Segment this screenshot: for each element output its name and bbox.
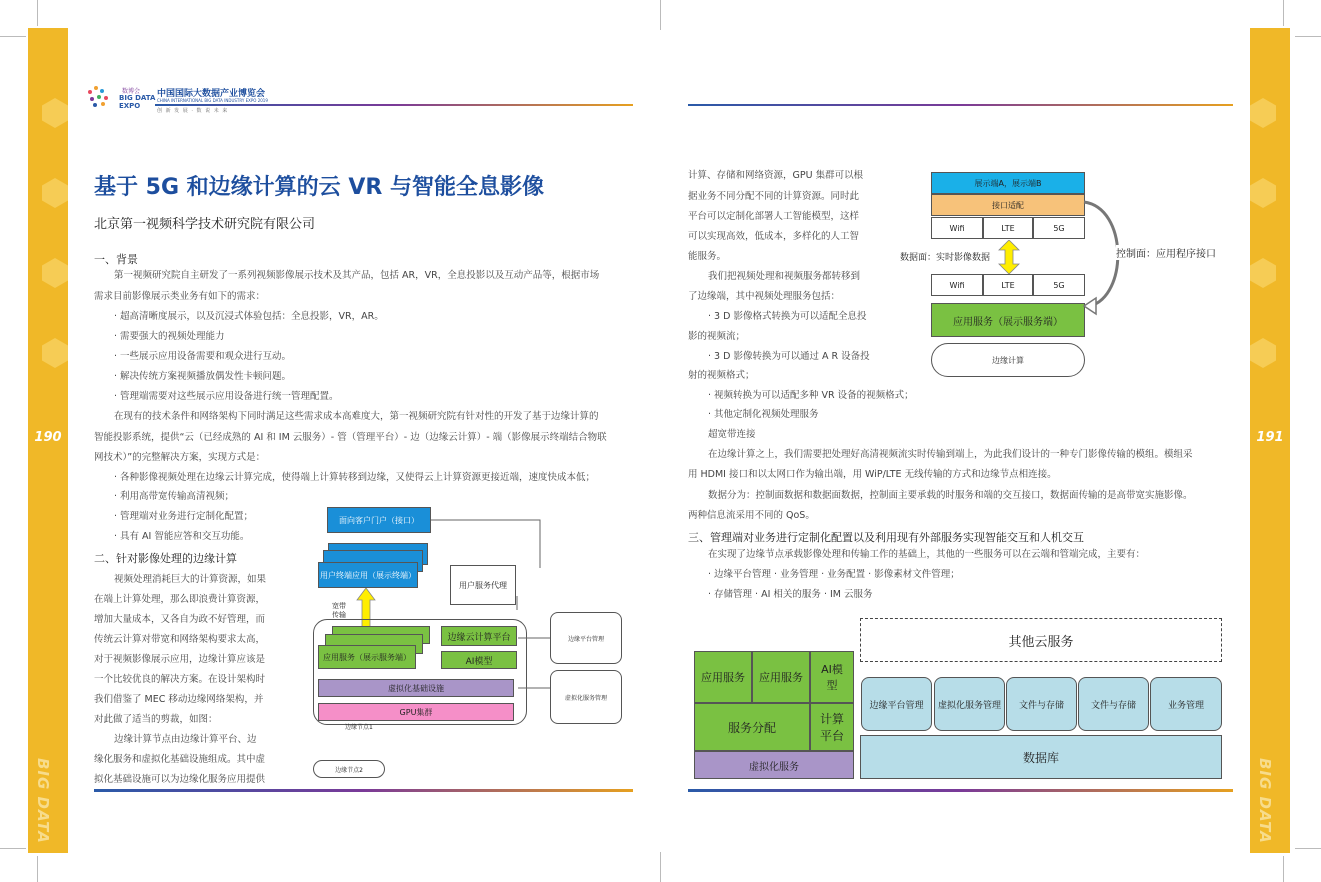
- page-number-left: 190: [34, 430, 62, 445]
- logo-slogan: 创 新 发 展 · 数 说 未 来: [157, 108, 229, 114]
- text-line: 平台可以定制化部署人工智能模型，这样: [688, 211, 860, 222]
- virt-infra-box: 虚拟化基础设施: [318, 679, 514, 697]
- control-plane-label: 控制面：应用程序接口: [1116, 245, 1216, 260]
- hexagon-decoration-icon: [42, 258, 68, 288]
- text-line: 在端上计算处理，那么即浪费计算资源，: [94, 594, 266, 605]
- section-1-heading: 一、背景: [94, 253, 138, 266]
- hexagon-decoration-icon: [42, 98, 68, 128]
- hexagon-decoration-icon: [42, 178, 68, 208]
- article-title: 基于 5G 和边缘计算的云 VR 与智能全息影像: [94, 175, 544, 200]
- header-rule-left: [155, 104, 633, 106]
- app-service-2: 应用服务: [752, 651, 810, 703]
- ai-model-box: AI模型: [810, 651, 854, 703]
- text-line: · 管理端对业务进行定制化配置；: [114, 511, 254, 522]
- text-line: · 视频转换为可以适配多种 VR 设备的视频格式；: [708, 390, 914, 401]
- hexagon-decoration-icon: [1250, 258, 1276, 288]
- service-edge-mgmt: 边缘平台管理: [861, 677, 932, 731]
- net-lte-bottom: LTE: [983, 274, 1033, 296]
- text-line: 传统云计算对带宽和网络架构要求太高，: [94, 634, 266, 645]
- crop-mark: [660, 0, 661, 30]
- app-service-1: 应用服务: [694, 651, 752, 703]
- net-wifi-top: Wifi: [931, 217, 983, 239]
- left-side-band: [28, 28, 68, 853]
- text-line: 智能投影系统，提供“云（已经成熟的 AI 和 IM 云服务）- 管（管理平台）- 边（边缘云计算）- 端（影像展示终端结合物联: [94, 432, 607, 443]
- service-dispatch-box: 服务分配: [694, 703, 810, 751]
- text-line: 在边缘计算之上，我们需要把处理好高清视频流实时传输到端上，为此我们设计的一种专门影像传输的模组。模组采: [708, 449, 1193, 460]
- crop-mark: [1295, 36, 1321, 37]
- net-5g-bottom: 5G: [1033, 274, 1085, 296]
- edge-platform-box: 边缘云计算平台: [441, 626, 517, 646]
- crop-mark: [1295, 848, 1321, 849]
- right-side-band: [1250, 28, 1290, 853]
- compute-platform-box: 计算平台: [810, 703, 854, 751]
- service-file-storage-1: 文件与存储: [1006, 677, 1077, 731]
- other-cloud-box: 其他云服务: [860, 618, 1222, 662]
- platform-mgmt-box: 边缘平台管理: [550, 612, 622, 664]
- proxy-box: 用户服务代理: [450, 565, 516, 605]
- text-line: · 解决传统方案视频播放偶发性卡顿问题。: [114, 371, 292, 382]
- text-line: · 存储管理 · AI 相关的服务 · IM 云服务: [708, 589, 873, 600]
- service-business-mgmt: 业务管理: [1150, 677, 1222, 731]
- text-line: 一个比较优良的解决方案。在设计架构时: [94, 674, 266, 685]
- text-line: 缘化服务和虚拟化基础设施组成。其中虚: [94, 754, 266, 765]
- portal-box: 面向客户门户（接口）: [327, 507, 431, 533]
- text-line: 第一视频研究院自主研发了一系列视频影像展示技术及其产品，包括 AR，VR，全息投影以及互动产品等，根据市场: [114, 270, 600, 281]
- service-virt-mgmt: 虚拟化服务管理: [934, 677, 1005, 731]
- hexagon-decoration-icon: [1250, 178, 1276, 208]
- text-line: 需求目前影像展示类业务有如下的需求：: [94, 291, 266, 302]
- interface-box: 接口适配: [931, 194, 1085, 216]
- app-service-box: 应用服务（展示服务端）: [318, 645, 416, 669]
- bandwidth-label: 宽带 传输: [332, 602, 346, 619]
- text-line: 据业务不同分配不同的计算资源。同时此: [688, 191, 860, 202]
- node-2-box: 边缘节点2: [313, 760, 385, 778]
- text-line: 数据分为：控制面数据和数据面数据，控制面主要承载的时服务和端的交互接口，数据面传输的是高带宽实施影像。: [708, 490, 1193, 501]
- logo-cn: 数博会: [122, 88, 141, 95]
- text-line: · 超高清晰度展示，以及沉浸式体验包括：全息投影，VR，AR。: [114, 311, 384, 322]
- hexagon-decoration-icon: [42, 338, 68, 368]
- text-line: 网技术）”的完整解决方案，实现方式是：: [94, 452, 266, 463]
- text-line: 用 HDMI 接口和以太网口作为输出端，用 WiP/LTE 无线传输的方式和边缘节点相连接。: [688, 469, 1057, 480]
- crop-mark: [1283, 0, 1284, 26]
- net-wifi-bottom: Wifi: [931, 274, 983, 296]
- crop-mark: [37, 856, 38, 882]
- service-file-storage-2: 文件与存储: [1078, 677, 1149, 731]
- side-label: BIG DATA: [1256, 758, 1274, 844]
- text-line: · 其他定制化视频处理服务: [708, 409, 819, 420]
- net-lte-top: LTE: [983, 217, 1033, 239]
- text-line: 我们借鉴了 MEC 移动边缘网络架构，并: [94, 694, 264, 705]
- text-line: · 需要强大的视频处理能力: [114, 331, 225, 342]
- footer-rule-right: [688, 789, 1233, 792]
- logo-subtitle: CHINA INTERNATIONAL BIG DATA INDUSTRY EXPO 2019: [157, 98, 268, 103]
- text-line: · 一些展示应用设备需要和观众进行互动。: [114, 351, 292, 362]
- app-service-box: 应用服务（展示服务端）: [931, 303, 1085, 337]
- article-author: 北京第一视频科学技术研究院有限公司: [94, 217, 316, 232]
- text-line: 我们把视频处理和视频服务都转移到: [708, 271, 861, 282]
- header-rule-right: [688, 104, 1233, 106]
- text-line: 视频处理消耗巨大的计算资源，如果: [114, 574, 267, 585]
- logo-en-big: BIG DATA: [119, 94, 156, 102]
- side-label: BIG DATA: [34, 758, 52, 844]
- crop-mark: [0, 36, 26, 37]
- text-line: · 管理端需要对这些展示应用设备进行统一管理配置。: [114, 391, 339, 402]
- node-1-label: 边缘节点1: [345, 724, 373, 731]
- ai-model-box: AI模型: [441, 651, 517, 669]
- database-box: 数据库: [860, 735, 1222, 779]
- section-2-heading: 二、针对影像处理的边缘计算: [94, 552, 237, 565]
- text-line: · 具有 AI 智能应答和交互功能。: [114, 531, 250, 542]
- section-3-heading: 三、管理端对业务进行定制化配置以及利用现有外部服务实现智能交互和人机交互: [688, 531, 1084, 544]
- page-number-right: 191: [1256, 430, 1284, 445]
- text-line: 影的视频流；: [688, 331, 746, 342]
- edge-compute-box: 边缘计算: [931, 343, 1085, 377]
- crop-mark: [1283, 856, 1284, 882]
- virt-service-box: 虚拟化服务: [694, 751, 854, 779]
- text-line: 对此做了适当的剪裁，如图：: [94, 714, 218, 725]
- connector-lines: [428, 518, 552, 698]
- data-plane-label: 数据面：实时影像数据: [900, 250, 990, 263]
- logo-en-expo: EXPO: [119, 102, 141, 110]
- text-line: 拟化基础设施可以为边缘化服务应用提供: [94, 774, 266, 785]
- text-line: 增加大量成本，又各自为政不好管理，而: [94, 614, 266, 625]
- text-line: 在实现了边缘节点承载影像处理和传输工作的基础上，其他的一些服务可以在云端和管端完成，主要有：: [708, 549, 1146, 560]
- text-line: · 3 D 影像格式转换为可以适配全息投: [708, 311, 867, 322]
- display-box: 展示端A，展示端B: [931, 172, 1085, 194]
- virt-mgmt-box: 虚拟化服务管理: [550, 670, 622, 724]
- text-line: 在现有的技术条件和网络架构下同时满足这些需求成本高难度大，第一视频研究院有针对性的开发了基于边缘计算的: [114, 411, 599, 422]
- double-arrow-icon: [997, 240, 1021, 274]
- crop-mark: [0, 848, 26, 849]
- text-line: 射的视频格式；: [688, 370, 755, 381]
- terminal-box: 用户终端应用（展示终端）: [318, 562, 418, 588]
- text-line: · 边缘平台管理 · 业务管理 · 业务配置 · 影像素材文件管理；: [708, 569, 960, 580]
- net-5g-top: 5G: [1033, 217, 1085, 239]
- text-line: 超宽带连接: [708, 429, 756, 440]
- expo-logo: [86, 84, 286, 118]
- text-line: · 利用高带宽传输高清视频；: [114, 491, 235, 502]
- text-line: 计算、存储和网络资源，GPU 集群可以根: [688, 170, 864, 181]
- text-line: 了边缘端，其中视频处理服务包括：: [688, 291, 841, 302]
- text-line: 对于视频影像展示应用，边缘计算应该是: [94, 654, 266, 665]
- text-line: 边缘计算节点由边缘计算平台、边: [114, 734, 257, 745]
- logo-title: 中国国际大数据产业博览会: [157, 89, 266, 99]
- crop-mark: [37, 0, 38, 26]
- text-line: 可以实现高效，低成本，多样化的人工智: [688, 231, 860, 242]
- gpu-cluster-box: GPU集群: [318, 703, 514, 721]
- text-line: 能服务。: [688, 251, 727, 262]
- hexagon-decoration-icon: [1250, 98, 1276, 128]
- text-line: 两种信息流采用不同的 QoS。: [688, 510, 815, 521]
- text-line: · 各种影像视频处理在边缘云计算完成，使得端上计算转移到边缘，又使得云上计算资源更接近端，速度快成本低；: [114, 472, 596, 483]
- text-line: · 3 D 影像转换为可以通过 A R 设备投: [708, 351, 870, 362]
- hexagon-decoration-icon: [1250, 338, 1276, 368]
- crop-mark: [660, 852, 661, 882]
